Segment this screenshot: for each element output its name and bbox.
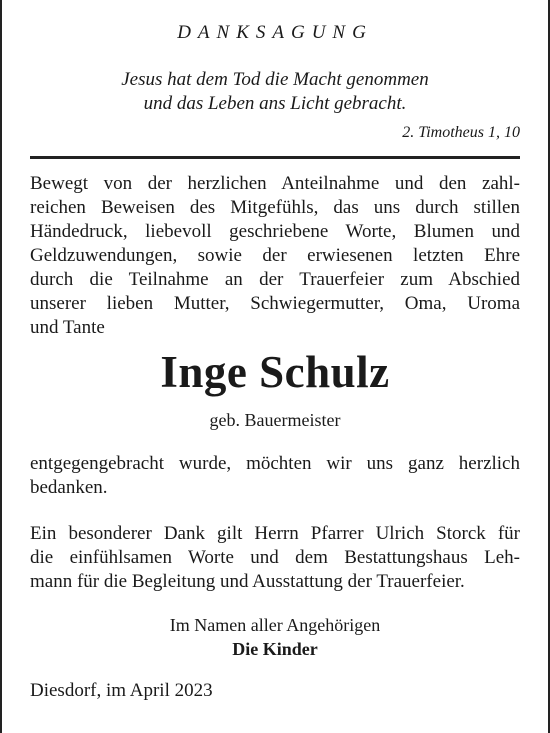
text-line: Geldzuwendungen, sowie der erwiesenen letzten Ehre — [30, 245, 520, 266]
text-line: und Tante — [30, 317, 105, 338]
text-line: Ein besonderer Dank gilt Herrn Pfarrer Ulrich Storck für — [30, 523, 520, 544]
signature-block — [2, 613, 548, 661]
special-thanks-paragraph — [30, 522, 520, 594]
birth-name: geb. Bauermeister — [209, 410, 341, 430]
verse-reference: 2. Timotheus 1, 10 — [402, 124, 520, 141]
text-line: reichen Beweisen des Mitgefühls, das uns durch stillen — [30, 197, 520, 218]
verse-line: Jesus hat dem Tod die Macht genommen — [121, 69, 429, 90]
text-line: die einfühlsamen Worte und dem Bestattungshaus Leh- — [30, 547, 520, 568]
text-line: durch die Teilnahme an der Trauerfeier zum Abschied — [30, 269, 520, 290]
text-line: unserer lieben Mutter, Schwiegermutter, Oma, Uroma — [30, 293, 520, 314]
place-date: Diesdorf, im April 2023 — [30, 680, 213, 701]
intro-paragraph — [30, 172, 520, 340]
signature-line: Im Namen aller Angehörigen — [169, 615, 381, 635]
thanks-paragraph — [30, 452, 520, 500]
notice-heading: DANKSAGUNG — [177, 22, 373, 43]
deceased-name: Inge Schulz — [160, 347, 390, 397]
text-line: mann für die Begleitung und Ausstattung der Trauerfeier. — [30, 571, 465, 592]
bible-verse — [2, 68, 548, 116]
text-line: bedanken. — [30, 477, 108, 498]
text-line: entgegengebracht wurde, möchten wir uns ganz herzlich — [30, 453, 520, 474]
signature-family: Die Kinder — [232, 639, 318, 659]
divider-rule — [30, 156, 520, 159]
text-line: Händedruck, liebevoll geschriebene Worte, Blumen und — [30, 221, 520, 242]
text-line: Bewegt von der herzlichen Anteilnahme und den zahl- — [30, 173, 520, 194]
verse-line: und das Leben ans Licht gebracht. — [143, 93, 407, 114]
